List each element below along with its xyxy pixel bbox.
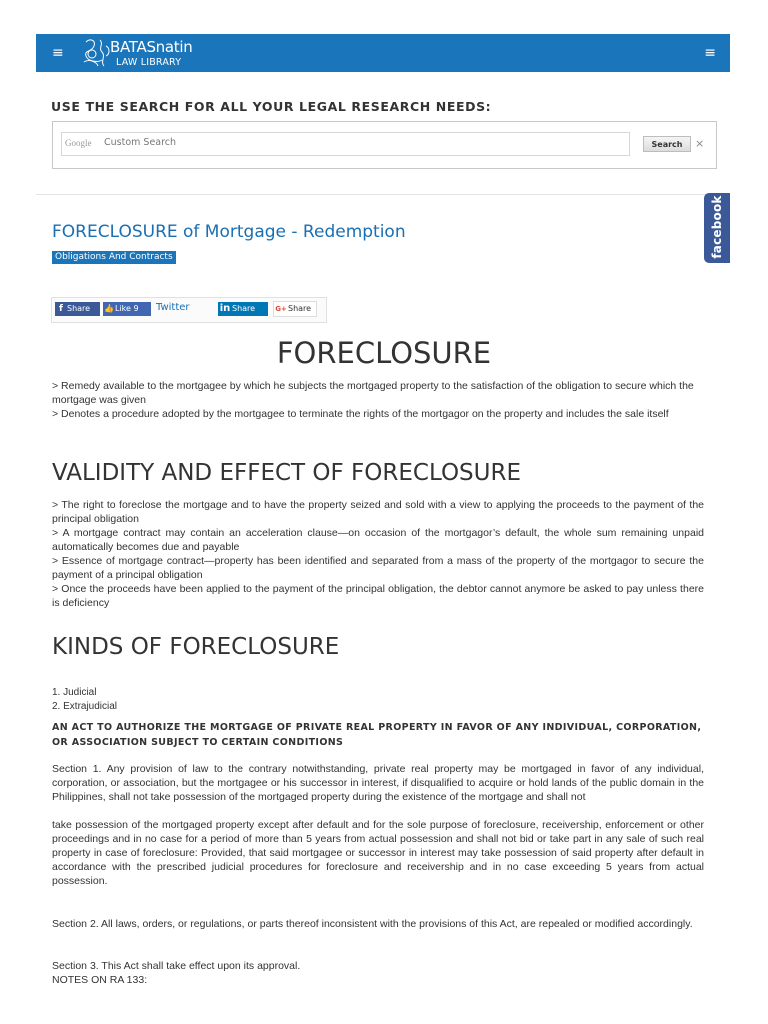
like-count: 9 [133, 304, 139, 313]
google-plus-icon: G+ [275, 305, 287, 313]
like-label: Like [115, 304, 131, 313]
thumbs-up-icon: 👍 [104, 304, 114, 313]
heading-foreclosure: FORECLOSURE [276, 336, 492, 370]
linkedin-icon: in [219, 303, 231, 314]
search-button[interactable]: Search [643, 136, 691, 152]
custom-search-box [52, 121, 717, 169]
site-logo[interactable] [80, 36, 230, 70]
definition-paragraph-2: > Denotes a procedure adopted by the mortgagee to terminate the rights of the mortgagor on the property and includes the sale itself [52, 408, 669, 420]
kinds-item-1: 1. Judicial [52, 687, 97, 698]
validity-paragraph-4: > Once the proceeds have been applied to the payment of the principal obligation, the debtor cannot anymore be asked to pay unless there is deficiency [52, 583, 704, 609]
validity-paragraph-1: > The right to foreclose the mortgage and to have the property seized and sold with a view to applying the proceeds to the payment of the principal obligation [52, 499, 704, 525]
heading-kinds: KINDS OF FORECLOSURE [52, 634, 340, 660]
notes-heading: NOTES ON RA 133: [52, 974, 148, 986]
facebook-like-button[interactable] [103, 302, 151, 316]
facebook-share-label: Share [67, 304, 91, 313]
section-1-paragraph-a: Section 1. Any provision of law to the contrary notwithstanding, private real property may be mortgaged in favor of any individual, corporation, or association, but the mortgagee or his successor in interest, if disqualified to acquire or hold lands of the public domain in the Philippines, shall not take possession of the mortgaged property during the existence of the mortgage and shall not [52, 763, 704, 803]
clear-search-icon[interactable]: × [695, 137, 705, 150]
facebook-side-tab[interactable] [704, 193, 730, 263]
validity-paragraph-3: > Essence of mortgage contract—property has been identified and separated from a mass of the property of the mortgagor to secure the payment of a principal obligation [52, 555, 704, 581]
linkedin-share-label: Share [232, 304, 256, 313]
validity-paragraph-2: > A mortgage contract may contain an acceleration clause—on occasion of the mortgagor’s default, the whole sum remaining unpaid automatically becomes due and payable [52, 527, 704, 553]
section-1-paragraph-b: take possession of the mortgaged property except after default and for the sole purpose of foreclosure, receivership, enforcement or other proceedings and in no case for a period of more than 5 years from actual possession and shall not bid or take part in any sale of such real property in case of foreclosure: Provided, that said mortgagee or successor in interest may take possession of said property after default in accordance with the prescribed judicial procedures for foreclosure and receivership and in no case exceeding 5 years from actual possession. [52, 819, 704, 887]
brand-name: BATASnatin [110, 38, 193, 56]
article-title[interactable]: FORECLOSURE of Mortgage - Redemption [52, 222, 406, 242]
definition-paragraph-1: > Remedy available to the mortgagee by which he subjects the mortgaged property to the satisfaction of the obligation to secure which the mortgage was given [52, 380, 694, 406]
google-share-label: Share [288, 304, 312, 313]
kinds-item-2: 2. Extrajudicial [52, 701, 118, 712]
section-2-paragraph: Section 2. All laws, orders, or regulations, or parts thereof inconsistent with the provisions of this Act, are repealed or modified accordingly. [52, 918, 693, 930]
facebook-f-icon: f [59, 304, 63, 314]
facebook-tab-label: facebook [710, 195, 724, 259]
social-share-bar [51, 297, 327, 323]
hamburger-menu-icon-left[interactable]: ≡ [52, 45, 64, 61]
brand-subtitle: LAW LIBRARY [116, 57, 182, 68]
facebook-share-button[interactable] [55, 302, 100, 316]
top-navbar [36, 34, 730, 72]
search-heading: USE THE SEARCH FOR ALL YOUR LEGAL RESEARCH NEEDS: [51, 99, 492, 114]
google-plus-share-button[interactable] [273, 301, 317, 317]
category-badge[interactable]: Obligations And Contracts [52, 251, 176, 264]
hamburger-menu-icon-right[interactable]: ≡ [704, 45, 716, 61]
section-divider [36, 194, 730, 195]
section-3-paragraph: Section 3. This Act shall take effect upon its approval. [52, 960, 301, 972]
search-input[interactable] [61, 132, 630, 156]
search-placeholder: Custom Search [104, 137, 177, 148]
act-title: AN ACT TO AUTHORIZE THE MORTGAGE OF PRIVATE REAL PROPERTY IN FAVOR OF ANY INDIVIDUAL, CORPORATION, OR ASSOCIATION SUBJECT TO CERTAIN CONDITIONS [52, 722, 702, 748]
twitter-link[interactable]: Twitter [156, 302, 190, 313]
heading-validity: VALIDITY AND EFFECT OF FORECLOSURE [52, 460, 521, 486]
google-watermark: Google [65, 138, 92, 148]
linkedin-share-button[interactable] [218, 302, 268, 316]
